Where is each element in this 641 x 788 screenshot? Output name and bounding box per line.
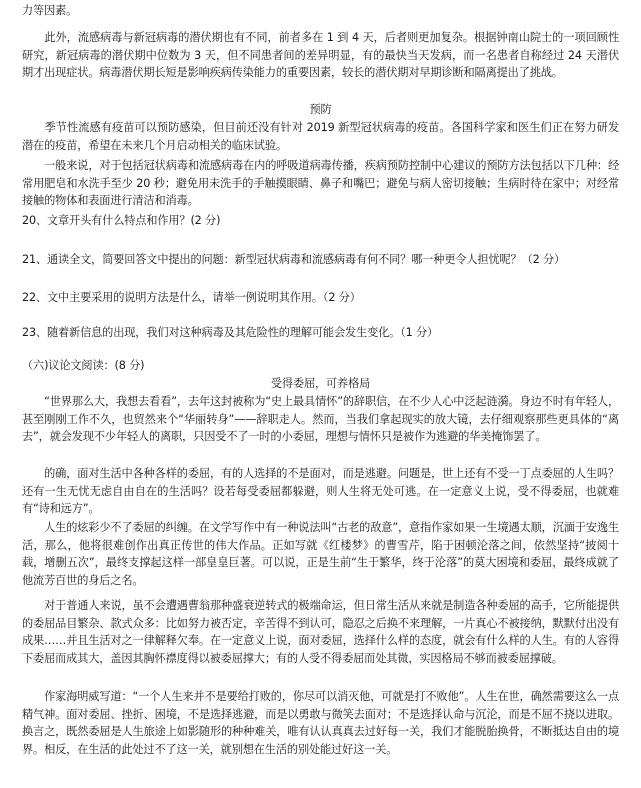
essay-paragraph-4: 对于普通人来说，虽不会遭遇曹翁那种盛衰逆转式的极端命运，但日常生活从来就是制造各种委屈的高手，它所能提供的委屈品目繁杂、款式众多：比如努力被否定，辛苦得不到认可，隐忍之后换不来理解，一片真心不被接纳，默默付出没有成果……并且生活对之一律解释欠奉。在一定意义上说，面对委屈，选择什么样的态度，就会有什么样的人生。有的人容得下委屈而成其大，盖因其胸怀襟度得以被委屈撑大；有的人受不得委屈而处其微，实因格局不够而被委屈撑破。 xyxy=(22,599,619,665)
question-21: 21、通读全文，简要回答文中提出的问题：新型冠状病毒和流感病毒有何不同？哪一种更令人担忧呢？（2 分） xyxy=(22,253,566,266)
essay-paragraph-3: 人生的炫彩少不了委屈的纠缠。在文学写作中有一种说法叫“古老的敌意”，意指作家如果一生境遇太顺，沉湎于安逸生活，那么，他将很难创作出真正传世的伟大作品。正如写就《红楼梦》的曹雪芹，陷于困顿沦落之间，依然坚持“披阅十载，增删五次”，最终支撑起这样一部皇皇巨著。可以说，正是生前“生于繁华，终于沦落”的莫大困境和委屈，最终成就了他流芳百世的身后之名。 xyxy=(22,521,619,587)
question-23: 23、随着新信息的出现，我们对这种病毒及其危险性的理解可能会发生变化。（1 分） xyxy=(22,326,439,339)
essay-paragraph-2: 的确，面对生活中各种各样的委屈，有的人选择的不是面对，而是逃避。问题是，世上还有不受一丁点委屈的人生吗？还有一生无忧无虑自由自在的生活吗？设若每受委屈都躲避，则人生将无处可逃。在一定意义上说，受不得委屈，也就难有“诗和远方”。 xyxy=(22,467,619,516)
section-heading-prevention: 预防 xyxy=(309,103,332,116)
passage1-fragment: 力等因素。 xyxy=(22,4,78,17)
section-label: （六)议论文阅读：(8 分) xyxy=(22,359,145,372)
passage1-paragraph-incubation: 此外，流感病毒与新冠病毒的潜伏期也有不同，前者多在 1 到 4 天，后者则更加复杂。根据钟南山院士的一项回顾性研究，新冠病毒的潜伏期中位数为 3 天，但不同患者间的差异明显，有的最快当天发病，而一名患者自称经过 24 天潜伏期才出现症状。病毒潜伏期长短是影响疾病传染能力的重要因素，较长的潜伏期对早期诊断和隔离提出了挑战。 xyxy=(22,31,619,80)
essay-paragraph-5: 作家海明威写道：“一个人生来并不是要给打败的，你尽可以消灭他，可就是打不败他”。人生在世，确然需要这么一点精气神。面对委屈、挫折、困境，不是选择逃避，而是以勇敢与微笑去面对；不是选择认命与沉沦，而是不屈不挠以进取。换言之，既然委屈是人生旅途上如影随形的种种难关，唯有认认真真去过好每一关，我们才能脱胎换骨，不断抵达自由的境界。相反，在生活的此处过不了这一关，就别想在生活的别处能过好这一关。 xyxy=(22,690,619,756)
question-20: 20、文章开头有什么特点和作用？(2 分) xyxy=(22,214,221,227)
essay-paragraph-1: “世界那么大，我想去看看”，去年这封被称为“史上最具情怀”的辞职信，在不少人心中泛起涟漪。身边不时有年轻人，甚至刚刚工作不久，也贸然来个“华丽转身”——辞职走人。然而，当我们拿起现实的放大镜，去仔细观察那些更具体的“离去”，就会发现不少年轻人的离职，只因受不了一时的小委屈，理想与情怀只是被作为逃避的华美掩饰罢了。 xyxy=(22,395,619,444)
essay-title: 受得委屈，可养格局 xyxy=(270,377,371,390)
passage1-paragraph-vaccine: 季节性流感有疫苗可以预防感染，但目前还没有针对 2019 新型冠状病毒的疫苗。各国科学家和医生们正在努力研发潜在的疫苗，希望在未来几个月启动相关的临床试验。 xyxy=(22,121,619,152)
question-22: 22、文中主要采用的说明方法是什么，请举一例说明其作用。（2 分） xyxy=(22,291,361,304)
passage1-paragraph-methods: 一般来说，对于包括冠状病毒和流感病毒在内的呼吸道病毒传播，疾病预防控制中心建议的预防方法包括以下几种：经常用肥皂和水洗手至少 20 秒；避免用未洗手的手触摸眼睛、鼻子和嘴巴；避免与病人密切接触；生病时待在家中；对经常接触的物体和表面进行清洁和消毒。 xyxy=(22,159,619,208)
